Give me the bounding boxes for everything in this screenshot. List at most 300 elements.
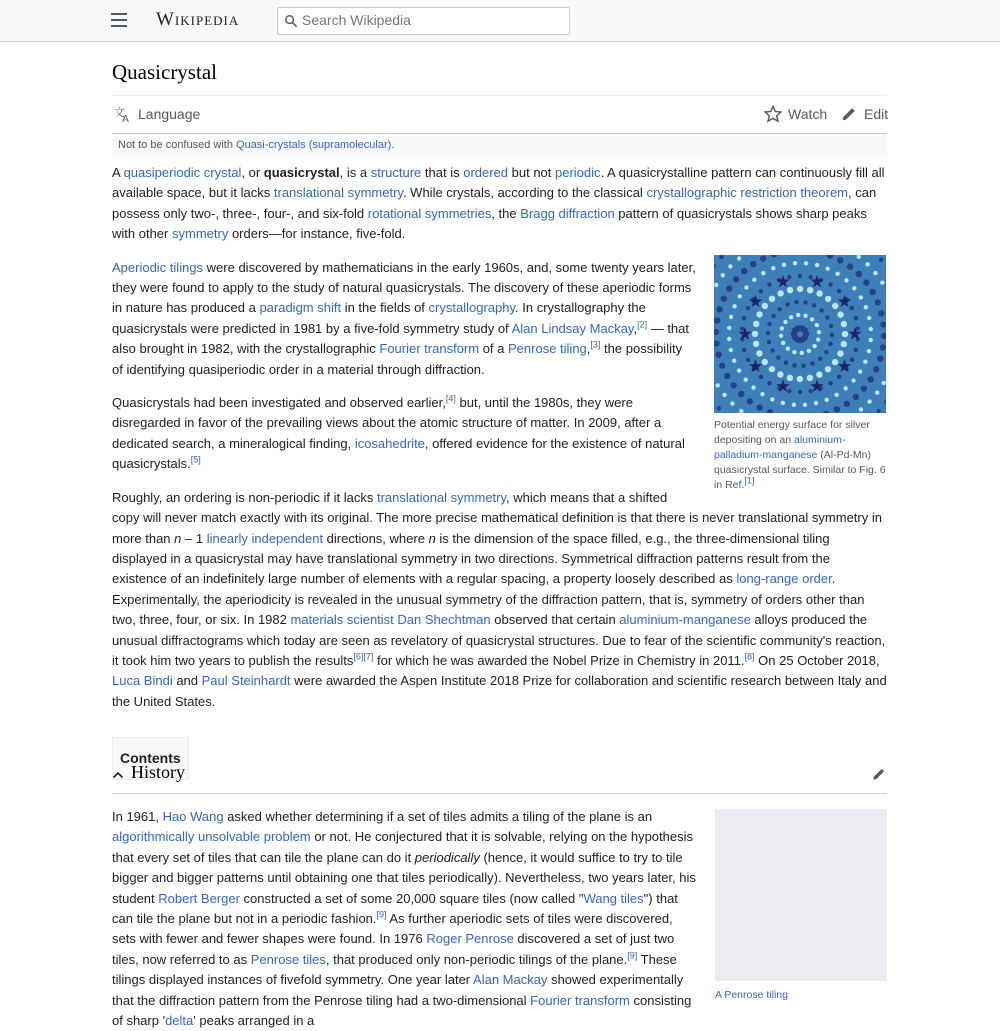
pattern-dot xyxy=(770,348,774,352)
pattern-dot xyxy=(787,374,793,380)
link[interactable]: aluminium-palladium-manganese xyxy=(714,434,845,461)
pattern-dot xyxy=(728,264,732,268)
pattern-dot xyxy=(767,322,771,326)
pattern-dot xyxy=(737,256,741,260)
link[interactable]: Penrose tiling xyxy=(508,341,587,356)
pattern-dot xyxy=(796,313,800,317)
pattern-dot xyxy=(756,350,762,356)
language-label: Language xyxy=(138,106,200,122)
pattern-dot xyxy=(803,300,807,304)
pattern-dot xyxy=(746,357,750,361)
link[interactable]: Alan Mackay xyxy=(473,972,547,987)
pattern-dot xyxy=(782,262,786,266)
text: ") that can tile the plane but not in a periodic fashion. xyxy=(112,891,678,926)
contents-label: Contents xyxy=(120,750,181,766)
pattern-dot xyxy=(844,400,850,406)
pattern-dot xyxy=(781,340,785,344)
hatnote xyxy=(112,134,887,157)
pattern-dot xyxy=(721,295,727,301)
text: but, until the 1980s, they were disregarded in favor of the prevailing views about the atomic structure of matter. In 2009, after a dedicated search, a mineralogical finding, xyxy=(112,395,661,451)
pattern-dot xyxy=(750,261,756,267)
citation[interactable]: [5] xyxy=(191,455,201,465)
pattern-dot xyxy=(854,316,858,320)
text: , that produced only non-periodic tilings of the plane. xyxy=(326,952,627,967)
pattern-dot xyxy=(742,347,746,351)
link[interactable]: Bragg diffraction xyxy=(520,206,614,221)
pattern-dot xyxy=(741,268,747,274)
pattern-dot xyxy=(729,347,733,351)
text: These tilings displayed instances of fivefold symmetry. One year later xyxy=(112,952,677,987)
pattern-dot xyxy=(880,344,886,350)
citation[interactable]: [1] xyxy=(744,475,754,485)
text: discovered a set of just two tiles, now referred to as xyxy=(112,931,674,966)
history-section-header[interactable] xyxy=(112,760,887,794)
pattern-dot xyxy=(817,330,821,334)
pattern-dot xyxy=(825,295,831,301)
pattern-dot xyxy=(803,313,807,317)
citation[interactable]: [8] xyxy=(745,652,755,662)
link[interactable]: linearly independent xyxy=(207,531,323,546)
pattern-dot xyxy=(812,344,816,348)
pattern-dot xyxy=(730,382,736,388)
pattern-dot xyxy=(752,277,756,281)
pattern-dot xyxy=(818,356,822,360)
pattern-dot xyxy=(751,385,755,389)
pattern-dot xyxy=(852,286,856,290)
emphasis: periodically xyxy=(415,850,480,865)
pattern-dot xyxy=(793,261,797,265)
pattern-dot xyxy=(802,327,808,333)
pattern-dot xyxy=(781,400,785,404)
pattern-dot xyxy=(850,357,854,361)
pattern-dot xyxy=(869,326,873,330)
text: pattern of quasicrystals shows sharp peaks with other xyxy=(112,206,867,241)
pattern-dot xyxy=(854,347,858,351)
pattern-dot xyxy=(878,310,884,316)
link[interactable]: paradigm shift xyxy=(259,300,341,315)
quasicrystal-image[interactable] xyxy=(714,255,886,413)
text: Potential energy surface for silver depositing on an xyxy=(714,419,870,446)
pattern-dot xyxy=(835,271,839,275)
citation[interactable]: [9] xyxy=(377,910,387,920)
citation[interactable]: [3] xyxy=(590,340,600,350)
pattern-dot xyxy=(826,266,830,270)
pattern-dot xyxy=(759,374,763,378)
pattern-dot xyxy=(876,408,880,412)
pattern-dot xyxy=(716,383,720,387)
text: in the fields of xyxy=(341,300,428,315)
pattern-dot xyxy=(834,392,838,396)
pattern-dot xyxy=(863,279,869,285)
pattern-dot xyxy=(850,306,854,310)
pattern-dot xyxy=(875,390,879,394)
pattern-dot xyxy=(794,300,798,304)
pattern-dot xyxy=(771,313,775,317)
pattern-dot xyxy=(867,315,871,319)
penrose-tiling-image[interactable] xyxy=(715,809,887,981)
page-toolbar xyxy=(112,96,887,134)
pattern-dot xyxy=(740,326,744,330)
text: that is xyxy=(421,165,463,180)
pattern-dot xyxy=(730,401,734,405)
pattern-dot xyxy=(742,316,746,320)
text: constructed a set of some 20,000 square tiles (now called " xyxy=(240,891,584,906)
pencil-icon xyxy=(840,105,858,123)
link[interactable]: Paul Steinhardt xyxy=(202,673,291,688)
text: . A quasicrystalline pattern can continuously fill all available space, but it lacks xyxy=(112,165,885,200)
history-body xyxy=(112,807,887,1031)
link[interactable]: Penrose tiles xyxy=(251,952,326,967)
pattern-dot xyxy=(777,290,783,296)
pattern-dot xyxy=(837,289,841,293)
pattern-dot xyxy=(727,325,731,329)
pattern-dot xyxy=(753,340,759,346)
pattern-dot xyxy=(804,261,808,265)
pattern-dot xyxy=(844,278,848,282)
pattern-dot xyxy=(769,295,775,301)
language-icon xyxy=(114,105,132,123)
text: (hence, it would suffice to try to tile bigger and bigger patterns until obtaining one that tiles periodically). Nevertheless, two years later, his student xyxy=(112,850,696,906)
intro-paragraph-1 xyxy=(112,163,887,245)
pattern-dot xyxy=(798,273,802,277)
text: consisting of sharp ' xyxy=(112,993,691,1028)
pattern-dot xyxy=(844,386,848,390)
text: , xyxy=(587,341,591,356)
pattern-dot xyxy=(797,285,803,291)
pattern-dot xyxy=(797,375,803,381)
pattern-dot xyxy=(815,263,819,267)
pattern-dot xyxy=(829,323,833,327)
pattern-dot xyxy=(882,380,886,384)
pattern-dot xyxy=(816,290,822,296)
pattern-dot xyxy=(798,389,802,393)
pattern-dot xyxy=(875,299,881,305)
text: . Experimentally, the aperiodicity is revealed in the unusual symmetry of the diffraction pattern, that is, symmetry of orders other than two, three, four, or six. In 1982 xyxy=(112,571,864,627)
text: , xyxy=(633,321,637,336)
logo-text: Wikipedia xyxy=(156,9,239,30)
pattern-dot xyxy=(715,351,721,357)
pattern-dot xyxy=(780,326,784,330)
pattern-dot xyxy=(837,374,841,378)
text: were awarded the Aspen Institute 2018 Prize for collaboration and scientific research between Italy and the United States. xyxy=(112,673,887,708)
pattern-dot xyxy=(769,366,775,372)
text: showed experimentally that the diffraction pattern from the Penrose tiling had a two-dimensional xyxy=(112,972,683,1007)
pattern-dot xyxy=(807,348,811,352)
pattern-dot xyxy=(792,363,796,367)
citation[interactable]: [6] xyxy=(353,652,363,662)
page-title: Quasicrystal xyxy=(112,60,217,85)
pattern-dot xyxy=(760,255,766,261)
pattern-dot xyxy=(760,392,764,396)
search-icon xyxy=(284,14,298,28)
pattern-dot xyxy=(789,315,793,319)
link[interactable]: Roger Penrose xyxy=(426,931,513,946)
figure-caption xyxy=(714,418,887,493)
penrose-caption[interactable]: A Penrose tiling xyxy=(715,985,887,1005)
pattern-dot xyxy=(759,289,763,293)
citation[interactable]: [2] xyxy=(637,320,647,330)
pattern-dot xyxy=(752,330,758,336)
text: , or xyxy=(241,165,263,180)
pattern-dot xyxy=(859,295,863,299)
pattern-dot xyxy=(761,271,765,275)
pattern-dot xyxy=(864,305,868,309)
link[interactable]: rotational symmetries xyxy=(368,206,492,221)
link[interactable]: Fourier transform xyxy=(530,993,630,1008)
pattern-dot xyxy=(801,363,805,367)
citation[interactable]: [9] xyxy=(627,951,637,961)
pattern-dot xyxy=(837,311,843,317)
link[interactable]: Hao Wang xyxy=(163,809,224,824)
search-box[interactable] xyxy=(277,7,570,35)
link[interactable]: Alan Lindsay Mackay xyxy=(512,321,634,336)
link[interactable]: Wang tiles xyxy=(583,891,643,906)
text: Roughly, an ordering is non-periodic if it lacks xyxy=(112,490,377,505)
pattern-dot xyxy=(828,282,832,286)
pattern-dot xyxy=(842,331,848,337)
pattern-dot xyxy=(779,333,783,337)
text: . In crystallography the quasicrystals were predicted in 1981 by a five-fold symmetry study of xyxy=(112,300,646,335)
pattern-dot xyxy=(719,255,723,259)
math-var: n xyxy=(429,531,436,546)
link[interactable]: crystallography xyxy=(429,300,515,315)
pattern-dot xyxy=(837,350,843,356)
hatnote-text: Not to be confused with xyxy=(118,139,236,151)
pattern-dot xyxy=(880,280,884,284)
pattern-dot xyxy=(744,377,748,381)
text: A xyxy=(112,165,124,180)
pattern-dot xyxy=(714,282,718,286)
pattern-dot xyxy=(858,369,862,373)
text: (Al-Pd-Mn) quasicrystal surface. Similar to Fig. 6 in Ref. xyxy=(714,449,886,491)
text: — that also brought in 1982, with the crystallographic xyxy=(112,321,689,356)
bold-term: quasicrystal xyxy=(264,165,340,180)
pattern-dot xyxy=(868,376,874,382)
text: and xyxy=(173,673,202,688)
pattern-dot xyxy=(721,273,725,277)
text: , can possess only two-, three-, four-, and six-fold xyxy=(112,185,876,220)
link[interactable]: translational symmetry xyxy=(377,490,506,505)
pattern-dot xyxy=(812,303,816,307)
figure-penrose-tiling xyxy=(715,809,887,1005)
pattern-dot xyxy=(777,371,783,377)
search-input[interactable] xyxy=(300,11,564,29)
link[interactable]: ordered xyxy=(463,165,508,180)
pattern-dot xyxy=(824,350,828,354)
pattern-dot xyxy=(787,274,791,278)
link[interactable]: Aperiodic tilings xyxy=(112,260,203,275)
math-var: n xyxy=(174,531,181,546)
pattern-dot xyxy=(800,350,804,354)
pattern-dot xyxy=(879,257,883,261)
pattern-dot xyxy=(732,304,736,308)
pattern-dot xyxy=(841,321,847,327)
intro-paragraph-4 xyxy=(112,488,887,712)
hatnote-suffix: . xyxy=(391,139,394,151)
pattern-dot xyxy=(767,381,771,385)
link[interactable]: algorithmically unsolvable problem xyxy=(112,829,311,844)
pattern-dot xyxy=(722,392,726,396)
pattern-dot xyxy=(807,374,813,380)
edit-button[interactable] xyxy=(840,105,888,123)
pattern-dot xyxy=(787,388,791,392)
chevron-up-icon[interactable] xyxy=(112,769,124,781)
link[interactable]: crystallographic restriction theorem xyxy=(646,185,848,200)
text: were discovered by mathematicians in the early 1960s, and, some twenty years later, they were found to apply to the study of natural quasicrystals. The discovery of these aperiodic forms in nature has produced a xyxy=(112,260,696,316)
pattern-dot xyxy=(867,399,871,403)
pattern-dot xyxy=(819,308,823,312)
svg-text:A: A xyxy=(122,114,129,123)
pattern-dot xyxy=(762,358,768,364)
pattern-dot xyxy=(853,393,859,399)
pattern-dot xyxy=(873,366,879,372)
pattern-dot xyxy=(807,287,813,293)
pattern-dot xyxy=(770,397,774,401)
figure-potential-energy xyxy=(714,255,887,493)
text: Quasicrystals had been investigated and observed earlier, xyxy=(112,395,446,410)
pattern-dot xyxy=(783,319,787,323)
watch-button[interactable] xyxy=(764,105,827,123)
pattern-dot xyxy=(870,289,876,295)
pattern-dot xyxy=(766,331,770,335)
text: for which he was awarded the Nobel Prize in Chemistry in 2011. xyxy=(373,653,744,668)
pattern-dot xyxy=(726,285,732,291)
pattern-dot xyxy=(825,315,829,319)
pattern-dot xyxy=(865,262,869,266)
text: or not. He conjectured that it is solvable, relying on the hypothesis that every set of tiles that can tile the plane can do it xyxy=(112,829,693,864)
citation[interactable]: [4] xyxy=(446,394,456,404)
wikipedia-logo[interactable] xyxy=(156,9,239,31)
text: asked whether determining if a set of tiles admits a tiling of the plane is an xyxy=(224,809,653,824)
pattern-dot xyxy=(810,361,814,365)
star-icon xyxy=(764,105,782,123)
pattern-dot xyxy=(717,406,721,410)
pattern-dot xyxy=(856,270,862,276)
text: of a xyxy=(479,341,508,356)
text: As further aperiodic sets of tiles were discovered, sets with fewer and fewer shapes were found. In 1976 xyxy=(112,911,673,946)
pattern-dot xyxy=(744,285,748,289)
text: . While crystals, according to the classical xyxy=(403,185,646,200)
language-button[interactable] xyxy=(114,105,200,123)
pattern-dot xyxy=(816,371,822,377)
pattern-dot xyxy=(825,366,831,372)
link[interactable]: icosahedrite xyxy=(355,436,425,451)
pattern-dot xyxy=(714,317,720,323)
pattern-dot xyxy=(859,407,863,411)
pattern-dot xyxy=(738,294,742,298)
text: In 1961, xyxy=(112,809,163,824)
edit-section-icon[interactable] xyxy=(871,766,887,782)
link[interactable]: aluminium-manganese xyxy=(619,612,751,627)
edit-label: Edit xyxy=(864,106,888,122)
link[interactable]: materials scientist xyxy=(290,612,393,627)
pattern-dot xyxy=(837,257,843,263)
pattern-dot xyxy=(863,359,867,363)
pattern-dot xyxy=(792,402,796,406)
main-menu-icon[interactable] xyxy=(111,13,127,27)
pattern-dot xyxy=(810,317,814,321)
pattern-dot xyxy=(767,282,771,286)
link[interactable]: Fourier transform xyxy=(379,341,479,356)
history-heading: History xyxy=(131,762,185,783)
pattern-dot xyxy=(841,341,847,347)
text: observed that certain xyxy=(491,612,620,627)
pattern-dot xyxy=(747,398,753,404)
pattern-dot xyxy=(816,337,820,341)
pattern-dot xyxy=(803,402,807,406)
pattern-dot xyxy=(753,320,759,326)
svg-text:文: 文 xyxy=(114,106,125,119)
pattern-dot xyxy=(785,302,789,306)
article-body xyxy=(112,163,887,780)
pattern-dot xyxy=(762,302,768,308)
link[interactable]: translational symmetry xyxy=(274,185,403,200)
text: directions, where xyxy=(323,531,429,546)
pattern-dot xyxy=(786,346,790,350)
text: On 25 October 2018, xyxy=(755,653,880,668)
text: is the dimension of the space filled, e.g., the three-dimensional tiling displayed in a quasicrystal may have translational symmetry in two directions. Symmetrical diffraction patterns result from the existence of an indefinitely large number of elements with a regular spacing, a property loosely described as xyxy=(112,531,830,587)
pattern-dot xyxy=(808,274,812,278)
pattern-dot xyxy=(746,306,750,310)
pattern-dot xyxy=(851,378,855,382)
pattern-dot xyxy=(733,276,739,282)
link[interactable]: quasiperiodic crystal xyxy=(124,165,242,180)
pattern-dot xyxy=(767,340,771,344)
pattern-dot xyxy=(834,406,840,412)
text: orders—for instance, five-fold. xyxy=(228,226,405,241)
link[interactable]: long-range order xyxy=(736,571,831,586)
pattern-dot xyxy=(737,368,741,372)
pattern-dot xyxy=(832,302,838,308)
link[interactable]: Dan Shechtman xyxy=(397,612,490,627)
link[interactable]: symmetry xyxy=(172,226,228,241)
pattern-dot xyxy=(873,271,877,275)
hatnote-link[interactable]: Quasi-crystals (supramolecular) xyxy=(236,139,391,151)
link[interactable]: delta xyxy=(165,1013,193,1028)
pattern-dot xyxy=(832,359,838,365)
pattern-dot xyxy=(724,372,730,378)
pattern-dot xyxy=(830,332,834,336)
pattern-dot xyxy=(717,306,723,312)
text: – 1 xyxy=(181,531,206,546)
header-bar xyxy=(0,0,1000,42)
pattern-dot xyxy=(771,266,775,270)
pattern-dot xyxy=(869,338,873,342)
link[interactable]: periodic xyxy=(555,165,601,180)
link[interactable]: Luca Bindi xyxy=(112,673,173,688)
link[interactable]: Robert Berger xyxy=(158,891,240,906)
pattern-dot xyxy=(787,287,793,293)
citation[interactable]: [7] xyxy=(363,652,373,662)
text: , the xyxy=(491,206,520,221)
pattern-dot xyxy=(867,349,871,353)
text: , which means that a shifted copy will never match exactly with its original. The more precise mathematical definition is that there is never translational symmetry in more than xyxy=(112,490,882,546)
pattern-dot xyxy=(828,381,832,385)
pattern-dot xyxy=(792,350,796,354)
pattern-dot xyxy=(877,355,883,361)
watch-label: Watch xyxy=(788,106,827,122)
pattern-dot xyxy=(847,263,853,269)
pattern-dot xyxy=(732,358,736,362)
pattern-dot xyxy=(729,314,733,318)
link[interactable]: structure xyxy=(371,165,422,180)
pattern-dot xyxy=(778,307,782,311)
pattern-dot xyxy=(828,341,832,345)
pattern-dot xyxy=(856,326,860,330)
pattern-dot xyxy=(756,311,762,317)
text: the possibility of identifying quasiperiodic order in a material through diffraction. xyxy=(112,341,682,376)
text: , offered evidence for the existence of natural quasicrystals. xyxy=(112,436,685,471)
